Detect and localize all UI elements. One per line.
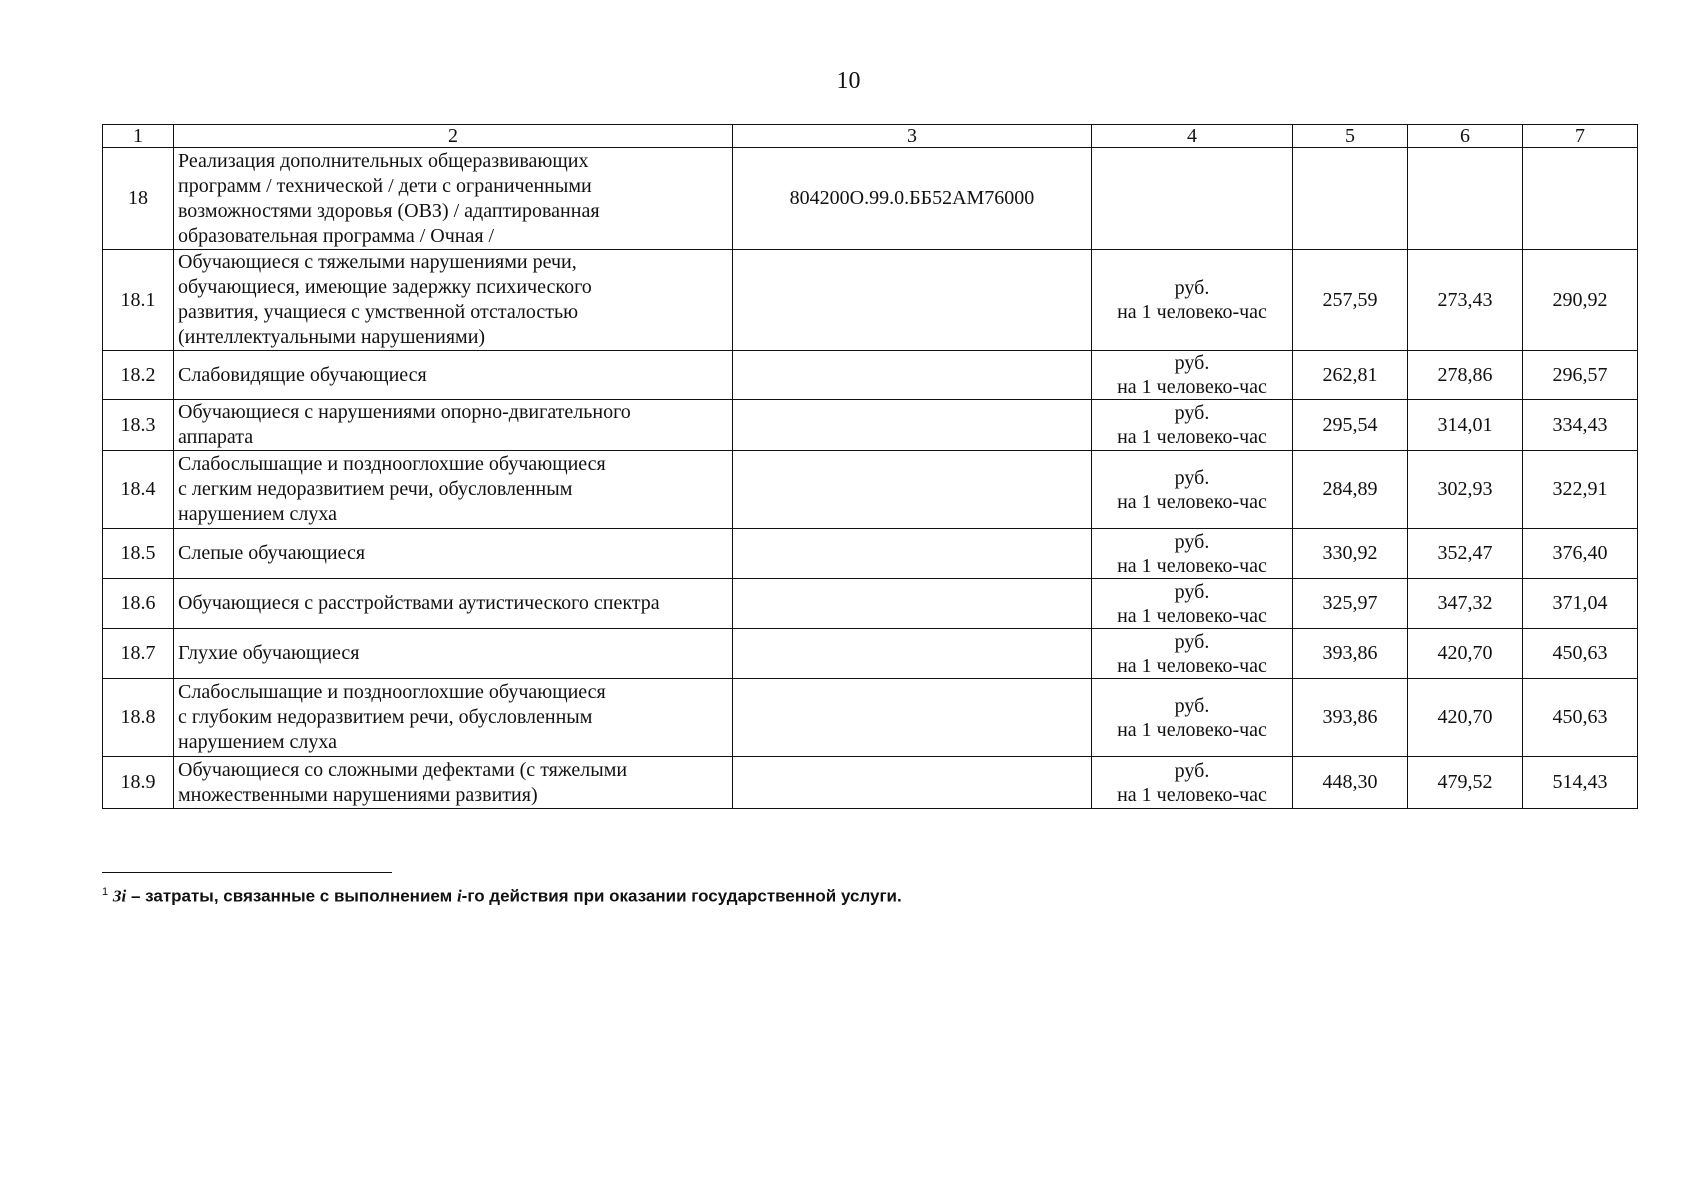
value-cell-col7: 296,57 xyxy=(1523,351,1638,400)
row-name-line: Слепые обучающиеся xyxy=(178,542,366,564)
table-row xyxy=(103,679,1638,757)
row-name-line: множественными нарушениями развития) xyxy=(178,783,538,806)
unit-line: на 1 человеко-час xyxy=(1117,301,1267,323)
row-name-line: программ / технической / дети с ограниченными xyxy=(178,174,592,197)
row-number-cell: 18.1 xyxy=(103,250,174,351)
table-row xyxy=(103,351,1638,400)
row-name-line: (интеллектуальными нарушениями) xyxy=(178,326,486,348)
row-name-line: образовательная программа / Очная / xyxy=(178,224,495,247)
registry-code-cell xyxy=(733,629,1092,679)
unit-line: на 1 человеко-час xyxy=(1117,783,1267,806)
value-cell-col7: 371,04 xyxy=(1523,579,1638,629)
row-name-line: Слабослышащие и позднооглохшие обучающиеся xyxy=(178,453,606,475)
row-number-cell: 18 xyxy=(103,148,174,250)
footnote-mark: 1 xyxy=(102,886,109,898)
registry-code-cell xyxy=(733,351,1092,400)
value-cell-col7: 514,43 xyxy=(1523,757,1638,809)
unit-cell xyxy=(1092,629,1293,679)
row-name-line: развития, учащиеся с умственной отсталостью xyxy=(178,301,579,323)
value-cell-col7: 322,91 xyxy=(1523,451,1638,529)
value-cell-col6: 273,43 xyxy=(1408,250,1523,351)
header-cell: 3 xyxy=(733,125,1092,148)
unit-line: руб. xyxy=(1174,352,1210,374)
value-cell-col5: 257,59 xyxy=(1293,250,1408,351)
row-number-cell: 18.7 xyxy=(103,629,174,679)
row-name-line: Обучающиеся с тяжелыми нарушениями речи, xyxy=(178,251,577,273)
header-cell: 1 xyxy=(103,125,174,148)
row-number-cell: 18.6 xyxy=(103,579,174,629)
unit-line: руб. xyxy=(1174,580,1210,603)
registry-code-cell xyxy=(733,679,1092,757)
unit-line: руб. xyxy=(1174,530,1210,553)
unit-line: руб. xyxy=(1174,402,1210,424)
table-row xyxy=(103,757,1638,809)
value-cell-col5: 330,92 xyxy=(1293,529,1408,579)
value-cell-col6 xyxy=(1408,148,1523,250)
table-row xyxy=(103,148,1638,250)
table-row xyxy=(103,529,1638,579)
unit-cell xyxy=(1092,529,1293,579)
footnote-text-after: -го действия при оказании государственной услуги. xyxy=(461,886,902,906)
unit-cell xyxy=(1092,579,1293,629)
table-header-row xyxy=(103,125,1638,148)
footnote-text-before: – затраты, связанные с выполнением xyxy=(126,886,457,906)
registry-code-cell xyxy=(733,451,1092,529)
row-name-line: Глухие обучающиеся xyxy=(178,642,360,664)
unit-line: руб. xyxy=(1174,466,1210,489)
value-cell-col5 xyxy=(1293,148,1408,250)
header-cell: 4 xyxy=(1092,125,1293,148)
unit-cell xyxy=(1092,250,1293,351)
footnote xyxy=(102,886,902,907)
row-name-line: Обучающиеся с расстройствами аутистического спектра xyxy=(178,592,660,614)
footnote-symbol: Зi xyxy=(112,886,127,906)
registry-code-cell xyxy=(733,400,1092,451)
unit-line: руб. xyxy=(1174,694,1210,717)
table-row xyxy=(103,250,1638,351)
unit-line: руб. xyxy=(1174,277,1210,299)
row-number-cell: 18.2 xyxy=(103,351,174,400)
value-cell-col6: 347,32 xyxy=(1408,579,1523,629)
row-name-cell xyxy=(174,250,733,351)
value-cell-col7: 376,40 xyxy=(1523,529,1638,579)
unit-line: на 1 человеко-час xyxy=(1117,604,1267,627)
row-name-line: нарушением слуха xyxy=(178,731,338,753)
page-number: 10 xyxy=(836,68,861,94)
unit-cell xyxy=(1092,351,1293,400)
value-cell-col6: 420,70 xyxy=(1408,679,1523,757)
value-cell-col7: 450,63 xyxy=(1523,629,1638,679)
row-name-line: Обучающиеся с нарушениями опорно-двигательного xyxy=(178,401,631,423)
row-name-line: нарушением слуха xyxy=(178,503,338,525)
registry-code-cell xyxy=(733,757,1092,809)
unit-line: на 1 человеко-час xyxy=(1117,654,1267,677)
table-row xyxy=(103,400,1638,451)
row-name-line: Слабослышащие и позднооглохшие обучающиеся xyxy=(178,681,606,703)
value-cell-col6: 302,93 xyxy=(1408,451,1523,529)
header-cell: 5 xyxy=(1293,125,1408,148)
value-cell-col5: 262,81 xyxy=(1293,351,1408,400)
unit-cell xyxy=(1092,679,1293,757)
value-cell-col5: 393,86 xyxy=(1293,629,1408,679)
registry-code-cell: 804200О.99.0.ББ52АМ76000 xyxy=(733,148,1092,250)
row-number-cell: 18.3 xyxy=(103,400,174,451)
value-cell-col7: 334,43 xyxy=(1523,400,1638,451)
value-cell-col5: 284,89 xyxy=(1293,451,1408,529)
value-cell-col6: 420,70 xyxy=(1408,629,1523,679)
unit-line: на 1 человеко-час xyxy=(1117,376,1267,398)
unit-line: на 1 человеко-час xyxy=(1117,718,1267,741)
row-name-cell xyxy=(174,529,733,579)
header-cell: 7 xyxy=(1523,125,1638,148)
row-name-cell xyxy=(174,757,733,809)
row-name-cell xyxy=(174,351,733,400)
row-name-line: Слабовидящие обучающиеся xyxy=(178,363,427,386)
unit-line: на 1 человеко-час xyxy=(1117,490,1267,513)
row-number-cell: 18.5 xyxy=(103,529,174,579)
table-row xyxy=(103,629,1638,679)
value-cell-col5: 325,97 xyxy=(1293,579,1408,629)
unit-cell xyxy=(1092,451,1293,529)
row-name-line: с легким недоразвитием речи, обусловленным xyxy=(178,478,573,500)
value-cell-col6: 278,86 xyxy=(1408,351,1523,400)
registry-code-cell xyxy=(733,579,1092,629)
value-cell-col7: 450,63 xyxy=(1523,679,1638,757)
row-name-line: Обучающиеся со сложными дефектами (с тяжелыми xyxy=(178,758,628,781)
row-name-line: аппарата xyxy=(178,426,254,448)
registry-code-cell xyxy=(733,529,1092,579)
value-cell-col6: 314,01 xyxy=(1408,400,1523,451)
row-number-cell: 18.8 xyxy=(103,679,174,757)
value-cell-col5: 448,30 xyxy=(1293,757,1408,809)
unit-line: руб. xyxy=(1174,630,1210,653)
unit-line: на 1 человеко-час xyxy=(1117,554,1267,577)
row-name-cell xyxy=(174,579,733,629)
unit-cell xyxy=(1092,148,1293,250)
value-cell-col7: 290,92 xyxy=(1523,250,1638,351)
row-name-cell xyxy=(174,451,733,529)
header-cell: 2 xyxy=(174,125,733,148)
cost-table xyxy=(102,124,1638,809)
row-name-cell xyxy=(174,400,733,451)
unit-cell xyxy=(1092,757,1293,809)
row-name-line: возможностями здоровья (ОВЗ) / адаптированная xyxy=(178,199,600,222)
value-cell-col5: 295,54 xyxy=(1293,400,1408,451)
row-number-cell: 18.4 xyxy=(103,451,174,529)
row-number-cell: 18.9 xyxy=(103,757,174,809)
value-cell-col7 xyxy=(1523,148,1638,250)
unit-line: руб. xyxy=(1174,759,1210,782)
unit-cell xyxy=(1092,400,1293,451)
value-cell-col6: 479,52 xyxy=(1408,757,1523,809)
row-name-cell xyxy=(174,679,733,757)
registry-code-cell xyxy=(733,250,1092,351)
row-name-cell xyxy=(174,148,733,250)
row-name-line: с глубоким недоразвитием речи, обусловленным xyxy=(178,706,593,728)
unit-line: на 1 человеко-час xyxy=(1117,426,1267,448)
value-cell-col5: 393,86 xyxy=(1293,679,1408,757)
row-name-line: обучающиеся, имеющие задержку психического xyxy=(178,276,592,298)
value-cell-col6: 352,47 xyxy=(1408,529,1523,579)
footnote-divider xyxy=(102,872,392,873)
table-row xyxy=(103,451,1638,529)
header-cell: 6 xyxy=(1408,125,1523,148)
row-name-cell xyxy=(174,629,733,679)
footnote-index: i xyxy=(456,886,462,906)
row-name-line: Реализация дополнительных общеразвивающих xyxy=(178,149,589,172)
table-row xyxy=(103,579,1638,629)
